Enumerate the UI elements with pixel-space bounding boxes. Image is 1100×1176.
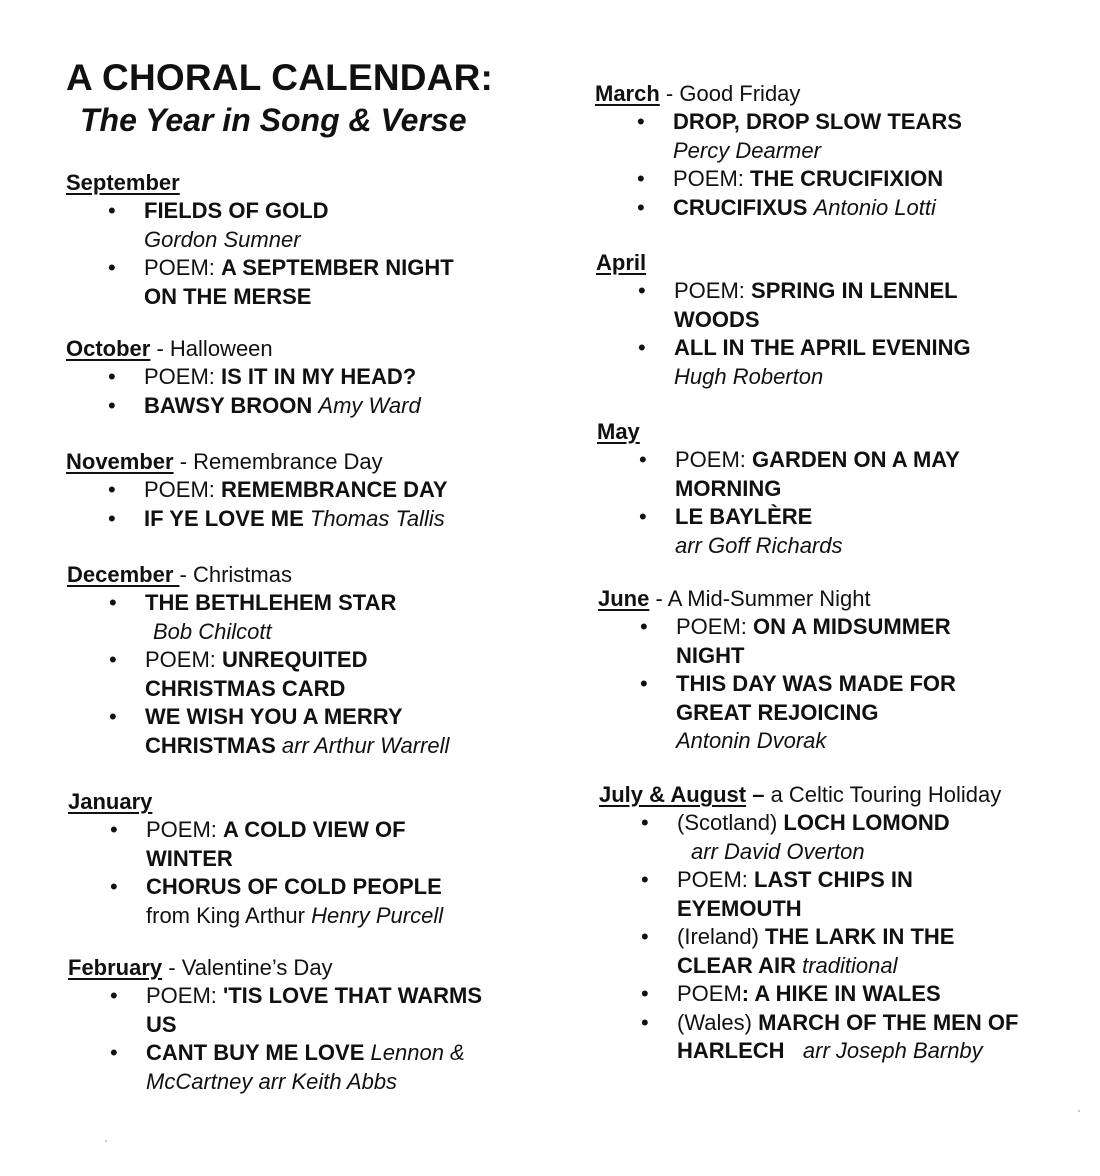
month-name: March xyxy=(595,81,660,106)
separator: - xyxy=(173,449,194,474)
month-name: October xyxy=(66,336,151,361)
occasion: Christmas xyxy=(192,562,292,587)
page-subtitle: The Year in Song & Verse xyxy=(80,102,467,138)
month-november xyxy=(66,448,448,533)
composer-credit: Antonio Lotti xyxy=(813,194,936,220)
poem-prefix: POEM: xyxy=(144,364,222,389)
item-list xyxy=(67,589,449,760)
list-item xyxy=(597,503,960,560)
bullet-icon: • xyxy=(637,194,645,220)
occasion: Remembrance Day xyxy=(193,449,383,474)
song-title: THE LARK IN THE xyxy=(765,924,955,949)
song-title: THE BETHLEHEM STAR xyxy=(145,590,397,615)
bullet-icon: • xyxy=(639,504,647,529)
bullet-icon: • xyxy=(640,671,648,696)
month-heading xyxy=(598,585,956,613)
list-item xyxy=(68,873,443,930)
song-title-cont: CLEAR AIR xyxy=(677,952,796,978)
month-april xyxy=(596,249,971,391)
list-item xyxy=(66,476,448,505)
month-may xyxy=(597,418,960,560)
list-item xyxy=(68,982,482,1039)
composer-credit: Bob Chilcott xyxy=(153,618,272,644)
month-heading xyxy=(67,561,449,589)
item-list xyxy=(596,277,971,391)
month-name: May xyxy=(597,419,640,444)
bullet-icon: • xyxy=(641,924,649,949)
month-december xyxy=(67,561,449,760)
song-title: DROP, DROP SLOW TEARS xyxy=(673,109,962,134)
composer-credit: Antonin Dvorak xyxy=(676,728,827,753)
month-heading xyxy=(595,80,962,108)
poem-prefix: POEM: xyxy=(676,614,754,639)
song-title: FIELDS OF GOLD xyxy=(144,198,329,223)
bullet-icon: • xyxy=(108,255,116,280)
poem-title-cont: WOODS xyxy=(674,306,760,332)
bullet-icon: • xyxy=(108,392,116,418)
bullet-icon: • xyxy=(110,983,118,1008)
scan-speck xyxy=(105,1140,107,1142)
poem-title-cont: ON THE MERSE xyxy=(144,283,312,309)
item-list xyxy=(66,363,421,420)
list-item xyxy=(595,165,962,194)
month-march xyxy=(595,80,962,222)
list-item xyxy=(599,1009,1018,1066)
list-item xyxy=(598,670,956,756)
item-list xyxy=(597,446,960,560)
bullet-icon: • xyxy=(641,867,649,892)
separator: - xyxy=(649,586,668,611)
bullet-icon: • xyxy=(638,335,646,360)
song-title: LOCH LOMOND xyxy=(783,810,950,835)
list-item xyxy=(595,108,962,165)
composer-credit: Gordon Sumner xyxy=(144,226,301,252)
song-title: THIS DAY WAS MADE FOR xyxy=(676,671,956,696)
month-name: February xyxy=(68,955,163,980)
list-item xyxy=(66,197,454,254)
month-heading xyxy=(66,169,454,197)
item-list xyxy=(66,476,448,533)
month-name: November xyxy=(66,449,174,474)
song-title: BAWSY BROON xyxy=(144,392,313,418)
list-item xyxy=(597,446,960,503)
poem-title: 'TIS LOVE THAT WARMS xyxy=(223,983,483,1008)
month-heading xyxy=(597,418,960,446)
poem-prefix: POEM: xyxy=(673,166,751,191)
list-item xyxy=(68,816,443,873)
composer-credit: arr Arthur Warrell xyxy=(281,732,450,758)
bullet-icon: • xyxy=(637,166,645,191)
month-name: July & August xyxy=(599,782,747,807)
month-january xyxy=(68,788,443,930)
song-title: IF YE LOVE ME xyxy=(144,505,304,531)
item-list xyxy=(68,982,482,1096)
poem-prefix: POEM: xyxy=(675,447,753,472)
separator: - xyxy=(659,81,680,106)
song-title: ALL IN THE APRIL EVENING xyxy=(674,335,971,360)
list-item xyxy=(66,363,421,392)
month-september xyxy=(66,169,454,311)
separator: - xyxy=(150,336,170,361)
poem-prefix: POEM: xyxy=(145,647,223,672)
composer-credit: arr Goff Richards xyxy=(675,532,843,558)
poem-prefix: POEM: xyxy=(677,867,755,892)
poem-title: GARDEN ON A MAY xyxy=(752,447,960,472)
item-list xyxy=(599,809,1018,1066)
month-june xyxy=(598,585,956,756)
poem-prefix: POEM: xyxy=(144,477,222,502)
month-july-august xyxy=(599,781,1018,1066)
list-item xyxy=(67,589,449,646)
poem-title: THE CRUCIFIXION xyxy=(750,166,944,191)
song-title: LE BAYLÈRE xyxy=(675,504,813,529)
month-name: June xyxy=(598,586,650,611)
composer-credit: traditional xyxy=(802,952,898,978)
month-name: December xyxy=(67,562,180,587)
song-title: MARCH OF THE MEN OF xyxy=(758,1009,1019,1035)
list-item xyxy=(596,334,971,391)
bullet-icon: • xyxy=(109,590,117,615)
poem-prefix: POEM: xyxy=(144,255,222,280)
bullet-icon: • xyxy=(641,1009,649,1035)
month-name: January xyxy=(68,789,153,814)
list-item xyxy=(596,277,971,334)
song-title: WE WISH YOU A MERRY xyxy=(145,704,403,729)
month-heading xyxy=(599,781,1018,809)
bullet-icon: • xyxy=(639,447,647,472)
list-item xyxy=(66,254,454,311)
poem-title: REMEMBRANCE DAY xyxy=(221,477,448,502)
bullet-icon: • xyxy=(110,1040,118,1065)
song-title-cont: GREAT REJOICING xyxy=(676,699,879,725)
poem-title: A HIKE IN WALES xyxy=(754,981,941,1006)
poem-prefix: POEM xyxy=(677,981,742,1006)
poem-prefix: POEM: xyxy=(146,817,224,842)
bullet-icon: • xyxy=(641,981,649,1006)
occasion: Valentine’s Day xyxy=(181,955,333,980)
composer-credit: Henry Purcell xyxy=(311,902,444,928)
occasion: a Celtic Touring Holiday xyxy=(770,782,1002,807)
poem-title-cont: MORNING xyxy=(675,475,782,501)
scan-speck xyxy=(1078,1110,1080,1112)
poem-title-cont: WINTER xyxy=(146,845,233,871)
composer-credit: Percy Dearmer xyxy=(673,137,821,163)
poem-prefix: POEM: xyxy=(146,983,224,1008)
poem-title: SPRING IN LENNEL xyxy=(751,278,958,303)
composer-credit: Hugh Roberton xyxy=(674,363,824,389)
month-heading xyxy=(66,335,421,363)
poem-title-cont: CHRISTMAS CARD xyxy=(145,675,346,701)
separator: - xyxy=(162,955,182,980)
song-title: CANT BUY ME LOVE xyxy=(146,1040,365,1065)
list-item xyxy=(599,923,1018,980)
poem-title: A COLD VIEW OF xyxy=(223,817,406,842)
bullet-icon: • xyxy=(110,817,118,842)
bullet-icon: • xyxy=(637,109,645,134)
composer-credit-cont: McCartney arr Keith Abbs xyxy=(146,1068,398,1094)
composer-credit: arr David Overton xyxy=(691,838,865,864)
list-item xyxy=(599,866,1018,923)
list-item xyxy=(68,1039,482,1096)
poem-title: IS IT IN MY HEAD? xyxy=(221,364,417,389)
composer-credit: Amy Ward xyxy=(318,392,421,418)
list-item xyxy=(66,505,448,534)
region-label: (Scotland) xyxy=(677,810,784,835)
region-label: (Ireland) xyxy=(677,924,766,949)
bullet-icon: • xyxy=(641,810,649,835)
poem-title: LAST CHIPS IN xyxy=(754,867,913,892)
song-title: CRUCIFIXUS xyxy=(673,194,808,220)
song-title: CHORUS OF COLD PEOPLE xyxy=(146,874,442,899)
poem-title: A SEPTEMBER NIGHT xyxy=(221,255,454,280)
region-label: (Wales) xyxy=(677,1009,759,1035)
bullet-icon: • xyxy=(108,477,116,502)
occasion: Good Friday xyxy=(679,81,801,106)
item-list xyxy=(598,613,956,756)
month-name: September xyxy=(66,170,180,195)
list-item xyxy=(66,392,421,421)
list-item xyxy=(599,980,1018,1009)
song-title-cont: CHRISTMAS xyxy=(145,732,276,758)
item-list xyxy=(68,816,443,930)
poem-colon: : xyxy=(741,981,755,1006)
bullet-icon: • xyxy=(640,614,648,639)
poem-title: UNREQUITED xyxy=(222,647,368,672)
bullet-icon: • xyxy=(108,198,116,223)
item-list xyxy=(66,197,454,311)
month-february xyxy=(68,954,482,1096)
poem-title-cont: EYEMOUTH xyxy=(677,895,802,921)
poem-prefix: POEM: xyxy=(674,278,752,303)
composer-credit: Thomas Tallis xyxy=(309,505,445,531)
bullet-icon: • xyxy=(108,505,116,531)
bullet-icon: • xyxy=(638,278,646,303)
bullet-icon: • xyxy=(110,874,118,899)
composer-credit: Lennon & xyxy=(370,1040,465,1065)
month-name: April xyxy=(596,250,647,275)
source-work: from King Arthur xyxy=(146,902,305,928)
list-item xyxy=(67,646,449,703)
month-heading xyxy=(596,249,971,277)
list-item xyxy=(599,809,1018,866)
poem-title-cont: US xyxy=(146,1011,177,1037)
separator: – xyxy=(746,782,771,807)
month-heading xyxy=(68,954,482,982)
song-title-cont: HARLECH xyxy=(677,1038,785,1063)
page-title: A CHORAL CALENDAR: xyxy=(66,57,494,98)
list-item xyxy=(67,703,449,760)
poem-title-cont: NIGHT xyxy=(676,642,745,668)
item-list xyxy=(595,108,962,222)
composer-credit: arr Joseph Barnby xyxy=(802,1038,983,1063)
month-heading xyxy=(68,788,443,816)
bullet-icon: • xyxy=(109,647,117,672)
bullet-icon: • xyxy=(109,704,117,729)
list-item xyxy=(598,613,956,670)
occasion: Halloween xyxy=(169,336,273,361)
month-heading xyxy=(66,448,448,476)
separator: - xyxy=(179,562,193,587)
poem-title: ON A MIDSUMMER xyxy=(753,614,951,639)
list-item xyxy=(595,194,962,223)
bullet-icon: • xyxy=(108,364,116,389)
month-october xyxy=(66,335,421,420)
occasion: A Mid-Summer Night xyxy=(667,586,871,611)
